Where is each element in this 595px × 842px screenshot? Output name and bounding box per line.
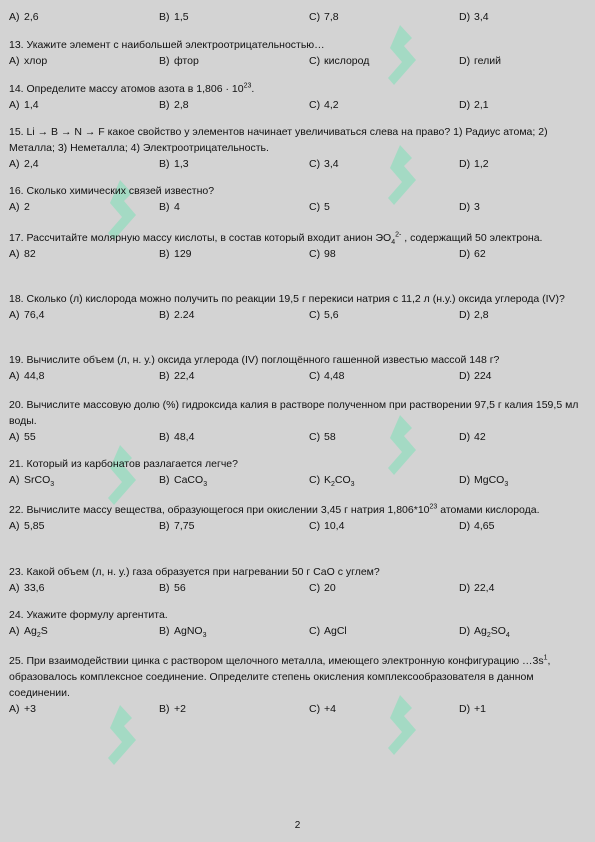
option-b[interactable]: B) 22,4 (159, 370, 195, 382)
question-20 (9, 397, 579, 445)
option-d[interactable]: D) гелий (459, 55, 501, 67)
option-c[interactable]: C) $K_2CO_3$ (309, 474, 355, 489)
option-a[interactable]: A) SrCO$_3$ (9, 474, 55, 489)
question-14 (9, 81, 579, 113)
option-c[interactable]: C) 5 (309, 201, 330, 213)
option-d[interactable]: D) 62 (459, 248, 486, 260)
option-d[interactable]: D) MgCO$_3$ (459, 474, 509, 489)
option-b[interactable]: B) 56 (159, 582, 186, 594)
question-24 (9, 607, 579, 639)
option-a[interactable]: A) хлор (9, 55, 48, 67)
option-d[interactable]: D) 4,65 (459, 520, 495, 532)
option-a[interactable]: A) $Ag_2S$ (9, 625, 48, 640)
question-16 (9, 183, 579, 215)
question-18 (9, 291, 579, 323)
question-stem: 25. При взаимодействии цинка с раствором щелочного металла, имеющего электронную конфигурацию $\dots 3s^1$, образовалось комплексное соединение. Определите степень окисления комплексообразователя в данном соединении. (9, 654, 551, 699)
option-d[interactable]: D) 2,1 (459, 99, 489, 111)
option-a[interactable]: A) 55 (9, 431, 36, 443)
option-a[interactable]: A) 2,6 (9, 11, 39, 23)
question-stem: 21. Который из карбонатов разлагается легче? (9, 458, 238, 470)
option-d[interactable]: D) 42 (459, 431, 486, 443)
question-stem: 18. Сколько (л) кислорода можно получить по реакции 19,5 г перекиси натрия с 11,2 л (н.у.) оксида углерода (IV)? (9, 293, 565, 305)
question-stem: 16. Сколько химических связей известно? (9, 185, 215, 197)
option-c[interactable]: C) +4 (309, 703, 336, 715)
option-d[interactable]: D) 224 (459, 370, 492, 382)
option-b[interactable]: B) CaCO$_3$ (159, 474, 208, 489)
question-12-options (9, 9, 579, 25)
option-d[interactable]: D) 1,2 (459, 158, 489, 170)
question-stem: 23. Какой объем (л, н. у.) газа образуется при нагревании 50 г CaO с углем? (9, 566, 380, 578)
option-c[interactable]: C) 20 (309, 582, 336, 594)
option-b[interactable]: B) 129 (159, 248, 192, 260)
option-b[interactable]: B) фтор (159, 55, 199, 67)
option-b[interactable]: B) 4 (159, 201, 180, 213)
question-22 (9, 502, 579, 534)
question-stem: 22. Вычислите массу вещества, образующегося при окислении 3,45 г натрия $1,806*10^{23}$ атомами кислорода. (9, 503, 540, 516)
question-stem: 14. Определите массу атомов азота в $1,806 \cdot 10^{23}$. (9, 82, 255, 95)
option-c[interactable]: C) 4,48 (309, 370, 345, 382)
option-a[interactable]: A) 44,8 (9, 370, 45, 382)
question-17 (9, 230, 579, 262)
option-a[interactable]: A) 76,4 (9, 309, 45, 321)
option-b[interactable]: B) AgNO$_3$ (159, 625, 207, 640)
option-d[interactable]: D) 22,4 (459, 582, 495, 594)
page-number: 2 (294, 820, 301, 831)
option-a[interactable]: A) 5,85 (9, 520, 45, 532)
option-a[interactable]: A) 33,6 (9, 582, 45, 594)
option-d[interactable]: D) +1 (459, 703, 486, 715)
question-21 (9, 456, 579, 488)
option-b[interactable]: B) +2 (159, 703, 186, 715)
option-d[interactable]: D) 3 (459, 201, 480, 213)
option-a[interactable]: A) 2 (9, 201, 30, 213)
option-b[interactable]: B) 2,8 (159, 99, 189, 111)
question-stem: 15. Li → B → N → F какое свойство у элементов начинает увеличиваться слева на право? 1) Радиус атома; 2) Металла; 3) Неметалла; 4) Электроотрицательность. (9, 126, 548, 154)
option-b[interactable]: B) 48,4 (159, 431, 195, 443)
question-stem: 24. Укажите формулу аргентита. (9, 609, 168, 621)
option-b[interactable]: B) 1,5 (159, 11, 189, 23)
option-c[interactable]: C) кислород (309, 55, 370, 67)
option-b[interactable]: B) 7,75 (159, 520, 195, 532)
option-c[interactable]: C) 98 (309, 248, 336, 260)
question-13 (9, 37, 579, 69)
option-c[interactable]: C) 7,8 (309, 11, 339, 23)
option-c[interactable]: C) 4,2 (309, 99, 339, 111)
question-stem: 19. Вычислите объем (л, н. у.) оксида углерода (IV) поглощённого гашенной известью массой 148 г? (9, 354, 500, 366)
question-stem: 13. Укажите элемент с наибольшей электроотрицательностью… (9, 39, 325, 51)
question-19 (9, 352, 579, 384)
option-a[interactable]: A) 82 (9, 248, 36, 260)
option-c[interactable]: C) 3,4 (309, 158, 339, 170)
option-b[interactable]: B) 1,3 (159, 158, 189, 170)
option-b[interactable]: B) 2.24 (159, 309, 195, 321)
option-d[interactable]: D) 3,4 (459, 11, 489, 23)
option-a[interactable]: A) 2,4 (9, 158, 39, 170)
option-d[interactable]: D) $Ag_2SO_4$ (459, 625, 510, 640)
option-c[interactable]: C) AgCl (309, 625, 347, 637)
option-a[interactable]: A) +3 (9, 703, 36, 715)
option-a[interactable]: A) 1,4 (9, 99, 39, 111)
question-25 (9, 653, 579, 717)
question-stem: 20. Вычислите массовую долю (%) гидроксида калия в растворе полученном при растворении 97,5 г калия 159,5 мл воды. (9, 399, 579, 427)
question-23 (9, 564, 579, 596)
question-stem: 17. Рассчитайте молярную массу кислоты, в состав который входит анион $ЭО_4^{2-}$ , содержащий 50 электрона. (9, 231, 543, 247)
option-c[interactable]: C) 58 (309, 431, 336, 443)
option-d[interactable]: D) 2,8 (459, 309, 489, 321)
question-15 (9, 124, 579, 172)
option-c[interactable]: C) 10,4 (309, 520, 345, 532)
option-c[interactable]: C) 5,6 (309, 309, 339, 321)
